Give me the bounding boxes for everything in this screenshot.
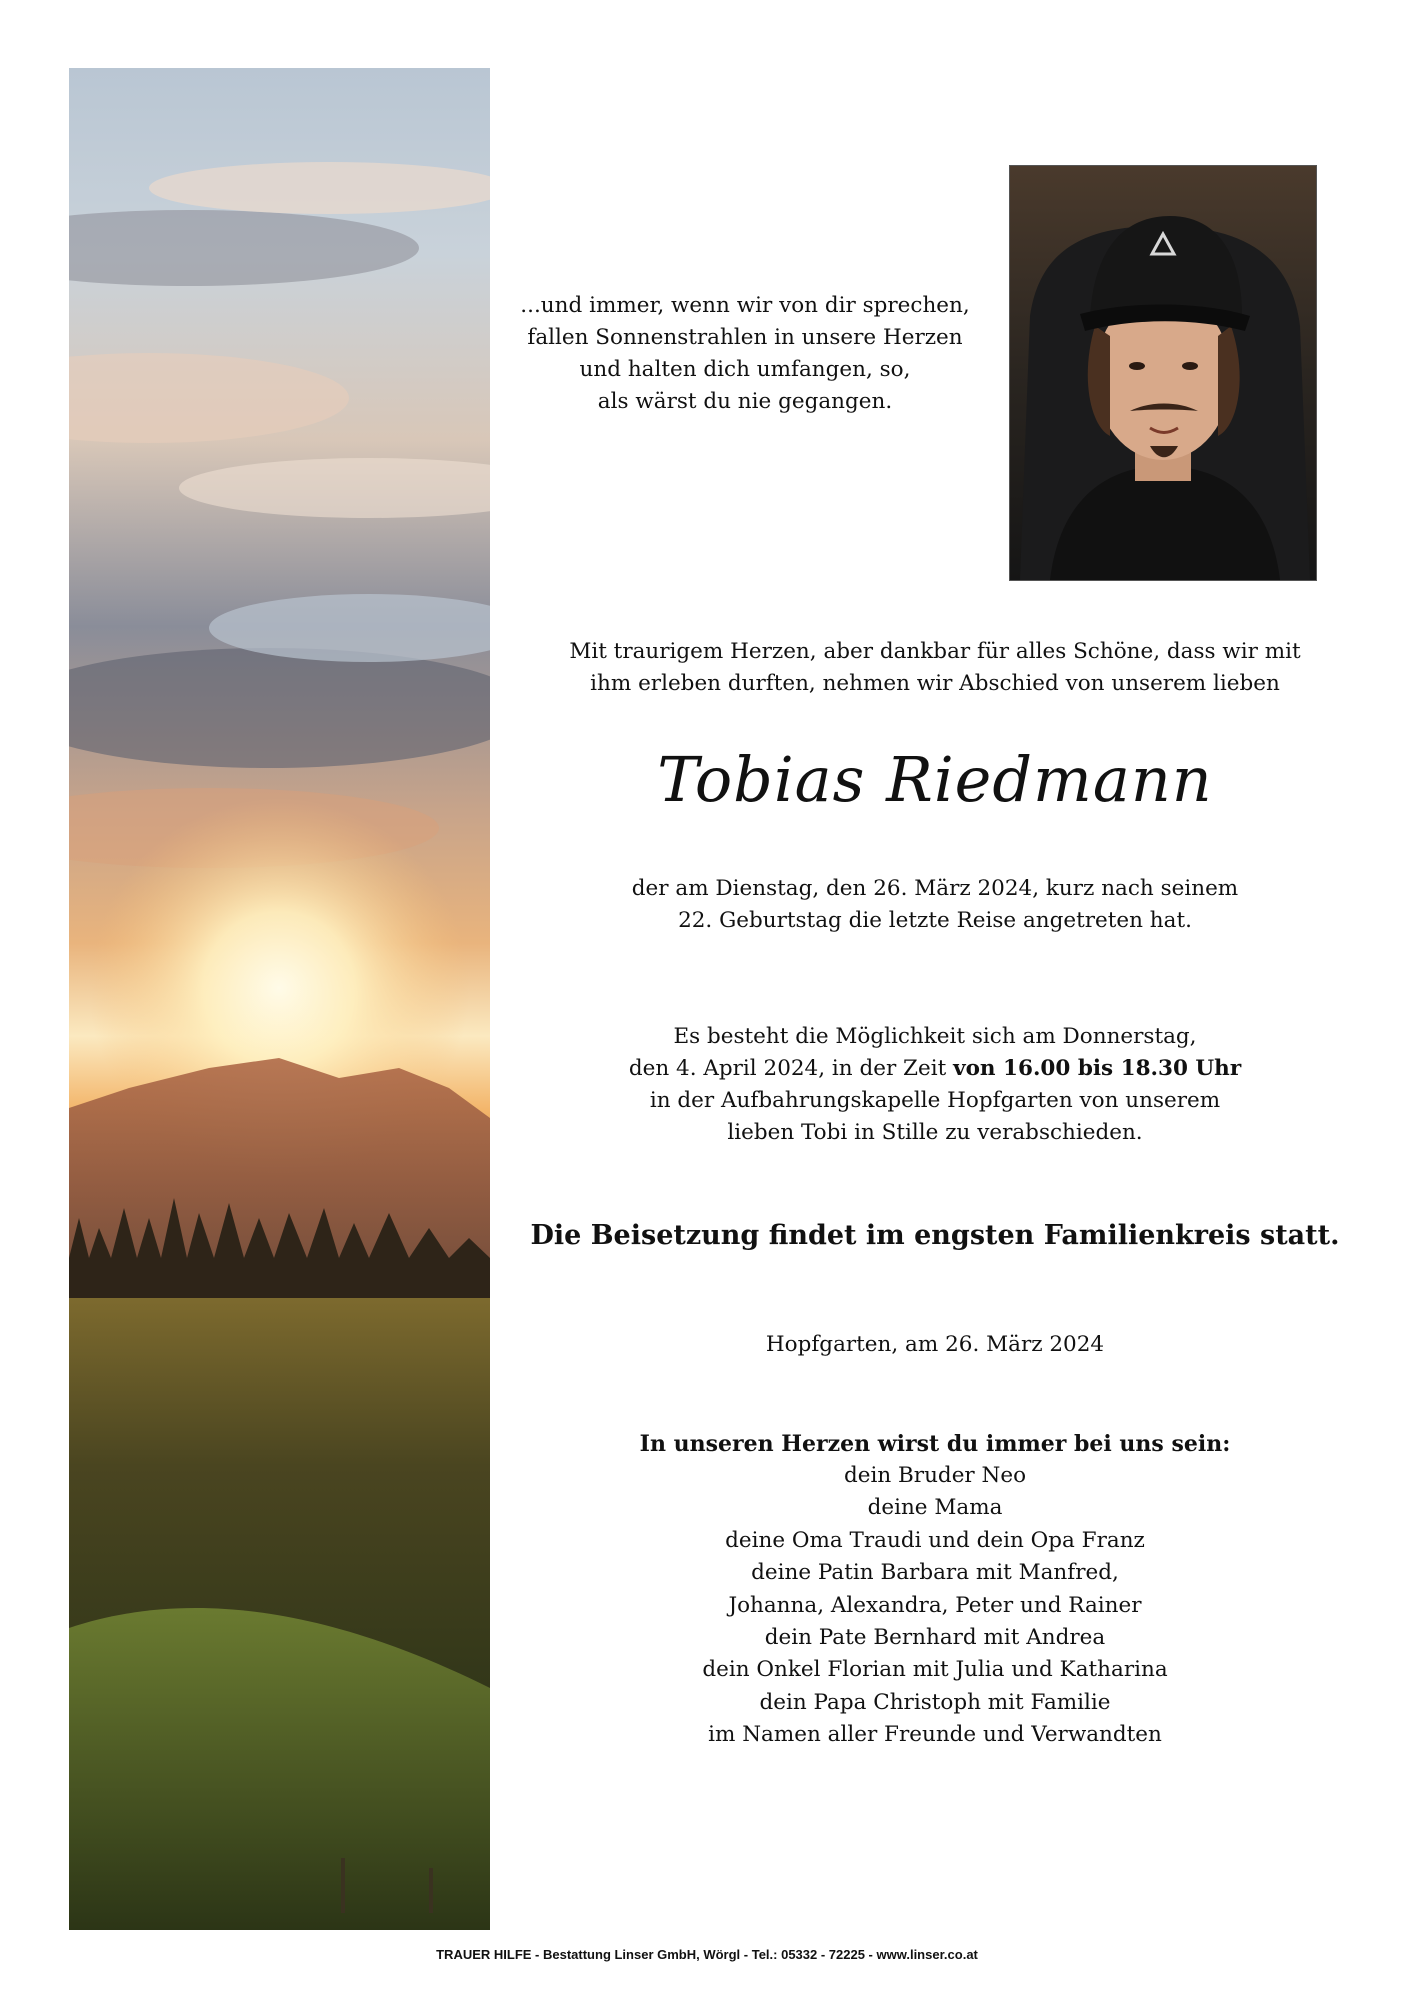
farewell-line: Es besteht die Möglichkeit sich am Donnerstag, <box>673 1024 1197 1049</box>
footer-credit: TRAUER HILFE - Bestattung Linser GmbH, Wörgl - Tel.: 05332 - 72225 - www.linser.co.at <box>436 1947 978 1962</box>
farewell-time: von 16.00 bis 18.30 Uhr <box>953 1056 1242 1081</box>
death-line: 22. Geburtstag die letzte Reise angetreten hat. <box>678 908 1192 933</box>
intro-text <box>540 636 1330 700</box>
mourner: dein Pate Bernhard mit Andrea <box>764 1625 1106 1651</box>
intro-line: Mit traurigem Herzen, aber dankbar für alles Schöne, dass wir mit <box>569 639 1301 664</box>
quote-line: ...und immer, wenn wir von dir sprechen, <box>520 293 970 318</box>
death-info <box>540 873 1330 937</box>
mourners-list <box>540 1460 1330 1752</box>
mourner: dein Papa Christoph mit Familie <box>759 1689 1111 1715</box>
farewell-line: lieben Tobi in Stille zu verabschieden. <box>727 1120 1143 1145</box>
sunset-landscape-image <box>69 68 490 1930</box>
farewell-line <box>540 1053 1330 1085</box>
mourner: dein Bruder Neo <box>843 1463 1027 1488</box>
mourner: deine Mama <box>867 1495 1003 1521</box>
quote-line: als wärst du nie gegangen. <box>597 389 893 414</box>
mourner: im Namen aller Freunde und Verwandten <box>708 1722 1162 1748</box>
portrait-photo <box>1009 165 1317 581</box>
mourner: deine Patin Barbara mit Manfred, <box>751 1560 1119 1586</box>
intro-line: ihm erleben durften, nehmen wir Abschied von unserem lieben <box>590 671 1280 696</box>
quote-line: fallen Sonnenstrahlen in unsere Herzen <box>527 325 963 350</box>
burial-notice: Die Beisetzung findet im engsten Familienkreis statt. <box>530 1220 1340 1251</box>
farewell-date: den 4. April 2024, in der Zeit <box>628 1056 954 1081</box>
deceased-name: Tobias Riedmann <box>657 743 1213 816</box>
mourner: deine Oma Traudi und dein Opa Franz <box>725 1527 1145 1553</box>
quote-line: und halten dich umfangen, so, <box>579 357 911 382</box>
opening-quote <box>510 290 980 418</box>
mourner: dein Onkel Florian mit Julia und Katharina <box>702 1657 1168 1683</box>
place-date: Hopfgarten, am 26. März 2024 <box>765 1332 1105 1357</box>
mourners-title: In unseren Herzen wirst du immer bei uns sein: <box>639 1431 1231 1457</box>
mourner: Johanna, Alexandra, Peter und Rainer <box>728 1592 1142 1618</box>
farewell-line: in der Aufbahrungskapelle Hopfgarten von unserem <box>649 1088 1221 1113</box>
death-line: der am Dienstag, den 26. März 2024, kurz nach seinem <box>631 876 1239 901</box>
farewell-info <box>540 1021 1330 1149</box>
